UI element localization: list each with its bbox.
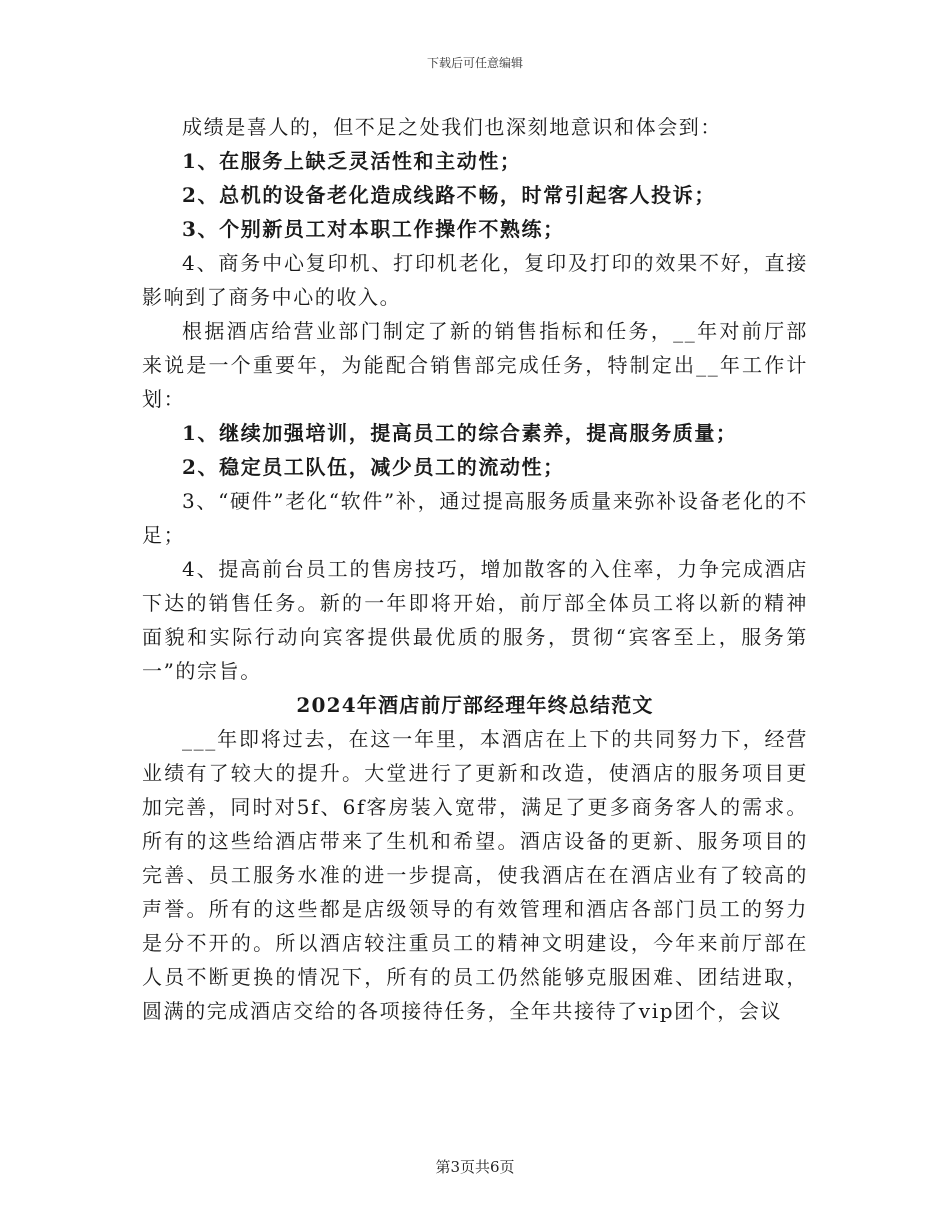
plan-item-1: 1、继续加强培训，提高员工的综合素养，提高服务质量； bbox=[182, 421, 738, 445]
shortcoming-item-3: 3、个别新员工对本职工作操作不熟练； bbox=[182, 217, 565, 241]
section-title: 2024年酒店前厅部经理年终总结范文 bbox=[296, 693, 654, 717]
page-header: 下载后可任意编辑 bbox=[426, 56, 523, 70]
document-body bbox=[142, 110, 808, 1028]
paragraph-intro: 成绩是喜人的，但不足之处我们也深刻地意识和体会到： bbox=[182, 115, 722, 139]
plan-item-3: 3、“硬件”老化“软件”补，通过提高服务质量来弥补设备老化的不足； bbox=[142, 489, 808, 547]
plan-item-2: 2、稳定员工队伍，减少员工的流动性； bbox=[182, 455, 565, 479]
plan-item-4: 4、提高前台员工的售房技巧，增加散客的入住率，力争完成酒店下达的销售任务。新的一年即将开始，前厅部全体员工将以新的精神面貌和实际行动向宾客提供最优质的服务，贯彻“宾客至上，服务第一”的宗旨。 bbox=[142, 557, 808, 683]
plan-intro: 根据酒店给营业部门制定了新的销售指标和任务，__年对前厅部来说是一个重要年，为能配合销售部完成任务，特制定出__年工作计划： bbox=[142, 319, 808, 411]
shortcoming-item-2: 2、总机的设备老化造成线路不畅，时常引起客人投诉； bbox=[182, 183, 716, 207]
section-body: ___年即将过去，在这一年里，本酒店在上下的共同努力下，经营业绩有了较大的提升。大堂进行了更新和改造，使酒店的服务项目更加完善，同时对5f、6f客房装入宽带，满足了更多商务客人的需求。所有的这些给酒店带来了生机和希望。酒店设备的更新、服务项目的完善、员工服务水准的进一步提高，使我酒店在在酒店业有了较高的声誉。所有的这些都是店级领导的有效管理和酒店各部门员工的努力是分不开的。所以酒店较注重员工的精神文明建设，今年来前厅部在人员不断更换的情况下，所有的员工仍然能够克服困难、团结进取，圆满的完成酒店交给的各项接待任务，全年共接待了vip团个，会议 bbox=[142, 727, 808, 1023]
shortcoming-item-1: 1、在服务上缺乏灵活性和主动性； bbox=[182, 149, 522, 173]
shortcoming-item-4: 4、商务中心复印机、打印机老化，复印及打印的效果不好，直接影响到了商务中心的收入。 bbox=[142, 251, 808, 309]
page-number: 第3页共6页 bbox=[435, 1158, 515, 1176]
